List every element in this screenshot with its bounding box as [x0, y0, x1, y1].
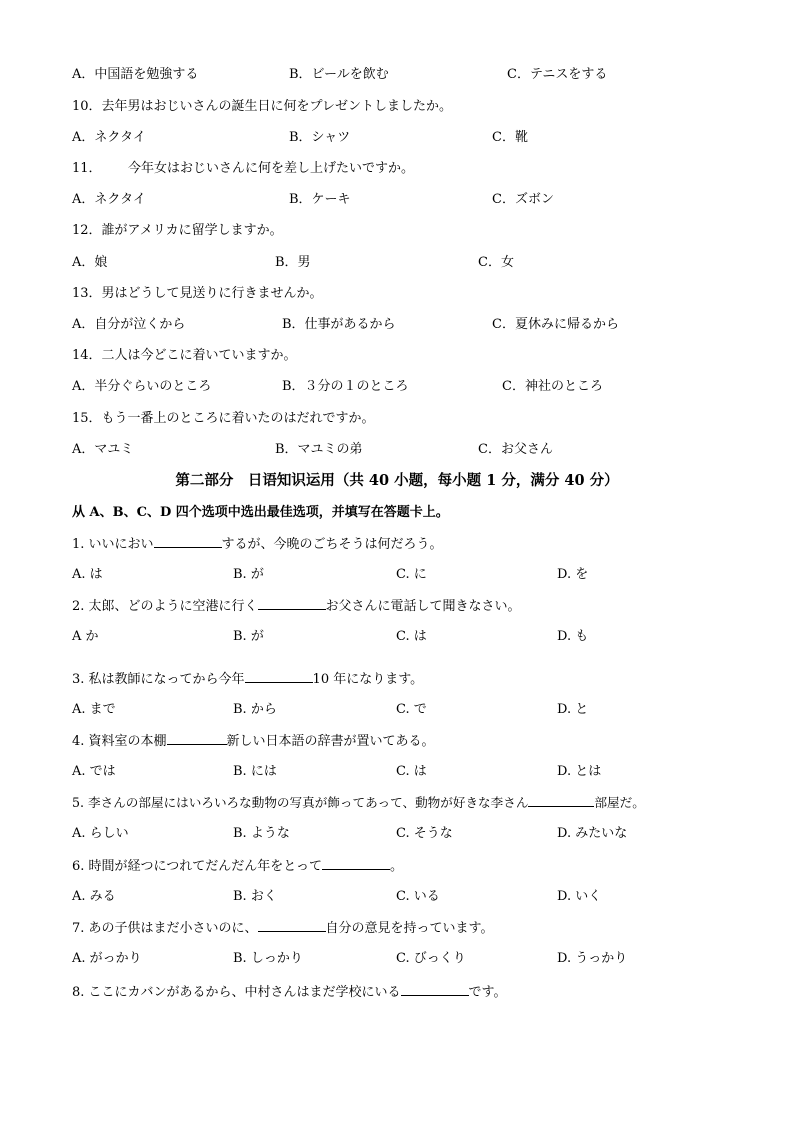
section-title: 第二部分 日语知识运用（共 40 小题，每小题 1 分，满分 40 分） — [175, 472, 619, 489]
q12-text: 12．誰がアメリカに留学しますか。 — [72, 223, 283, 238]
q15-text: 15．もう一番上のところに着いたのはだれですか。 — [72, 411, 375, 426]
p2-q4-text-before: 4. 資料室の本棚 — [72, 734, 167, 749]
q14-text: 14．二人は今どこに着いていますか。 — [72, 348, 297, 363]
p2-q7-option-a: A. がっかり — [72, 951, 142, 966]
q11-options — [0, 190, 794, 210]
p2-q4-text-after: 新しい日本語の辞書が置いてある。 — [226, 734, 435, 749]
p2-q6-options — [0, 887, 794, 907]
q13-option-c: C．夏休みに帰るから — [492, 317, 619, 332]
q11-option-c: C．ズボン — [492, 192, 554, 207]
p2-q3-option-b: B. から — [233, 702, 277, 717]
p2-q3-text-after: 10 年になります。 — [312, 672, 424, 687]
p2-q7-text-after: 自分の意見を持っています。 — [325, 921, 494, 936]
p2-q5-text-after: 部屋だ。 — [594, 795, 645, 810]
answer-blank — [154, 534, 222, 548]
answer-blank — [258, 596, 326, 610]
q10-option-c: C．靴 — [492, 130, 528, 145]
p2-q6-option-d: D. いく — [557, 889, 602, 904]
answer-blank — [245, 669, 313, 683]
q15-option-b: B．マユミの弟 — [275, 442, 363, 457]
q14-option-a: A．半分ぐらいのところ — [72, 379, 212, 394]
p2-q2-question — [0, 596, 794, 616]
p2-q1-question — [0, 534, 794, 554]
q10-option-b: B．シャツ — [289, 130, 351, 145]
p2-q5-options — [0, 824, 794, 844]
q13-option-a: A．自分が泣くから — [72, 317, 186, 332]
p2-q6-option-a: A. みる — [72, 889, 116, 904]
q15-option-c: C．お父さん — [478, 442, 553, 457]
q13-options — [0, 315, 794, 335]
p2-q5-text-before: 5. 李さんの部屋にはいろいろな動物の写真が飾ってあって、動物が好きな李さん — [72, 795, 529, 810]
p2-q5-option-a: A. らしい — [72, 826, 129, 841]
p2-q4-option-b: B. には — [233, 764, 277, 779]
q11-text: 今年女はおじいさんに何を差し上げたいですか。 — [128, 161, 415, 176]
q15-options — [0, 440, 794, 460]
p2-q2-text-before: 2. 太郎、どのように空港に行く — [72, 599, 258, 614]
q10-question — [0, 97, 794, 117]
p2-q1-text-after: するが、今晩のごちそうは何だろう。 — [221, 537, 443, 552]
q10-text: 10．去年男はおじいさんの誕生日に何をプレゼントしましたか。 — [72, 99, 453, 114]
p2-q1-option-b: B. が — [233, 567, 264, 582]
q9-option-c: C．テニスをする — [507, 67, 608, 82]
q14-option-c: C．神社のところ — [502, 379, 603, 394]
section-instruction: 从 A、B、C、D 四个选项中选出最佳选项，并填写在答题卡上。 — [72, 505, 449, 520]
p2-q7-question — [0, 918, 794, 938]
p2-q3-question — [0, 669, 794, 689]
p2-q6-option-b: B. おく — [233, 889, 277, 904]
answer-blank — [401, 982, 469, 996]
q14-question — [0, 346, 794, 366]
p2-q7-option-c: C. びっくり — [396, 951, 466, 966]
q14-option-b: B．３分の１のところ — [282, 379, 409, 394]
p2-q3-option-c: C. で — [396, 702, 427, 717]
p2-q6-text-before: 6. 時間が経つにつれてだんだん年をとって — [72, 859, 323, 874]
p2-q8-question — [0, 982, 794, 1002]
q13-text: 13．男はどうして見送りに行きませんか。 — [72, 286, 323, 301]
p2-q5-option-c: C. そうな — [396, 826, 453, 841]
q15-question — [0, 409, 794, 429]
p2-q2-text-after: お父さんに電話して聞きなさい。 — [325, 599, 521, 614]
q9-option-a: A．中国語を勉強する — [72, 67, 199, 82]
p2-q2-option-a: A か — [72, 629, 99, 644]
q11-option-b: B．ケーキ — [289, 192, 351, 207]
p2-q6-option-c: C. いる — [396, 889, 440, 904]
q14-options — [0, 377, 794, 397]
p2-q3-option-d: D. と — [557, 702, 589, 717]
q13-option-b: B．仕事があるから — [282, 317, 396, 332]
p2-q6-text-after: 。 — [390, 859, 404, 874]
p2-q4-question — [0, 731, 794, 751]
answer-blank — [258, 918, 326, 932]
p2-q1-option-c: C. に — [396, 567, 427, 582]
p2-q7-text-before: 7. あの子供はまだ小さいのに、 — [72, 921, 258, 936]
p2-q2-option-d: D. も — [557, 629, 589, 644]
q9-option-b: B．ビールを飲む — [289, 67, 389, 82]
answer-blank — [322, 856, 390, 870]
p2-q1-options — [0, 565, 794, 585]
p2-q2-option-c: C. は — [396, 629, 427, 644]
answer-blank — [167, 731, 227, 745]
p2-q2-option-b: B. が — [233, 629, 264, 644]
p2-q1-option-a: A. は — [72, 567, 103, 582]
p2-q4-option-a: A. では — [72, 764, 116, 779]
p2-q3-options — [0, 700, 794, 720]
q12-option-c: C．女 — [478, 255, 514, 270]
q11-option-a: A．ネクタイ — [72, 192, 146, 207]
q10-option-a: A．ネクタイ — [72, 130, 146, 145]
q15-option-a: A．マユミ — [72, 442, 134, 457]
p2-q8-text-before: 8. ここにカバンがあるから、中村さんはまだ学校にいる — [72, 985, 401, 1000]
p2-q8-text-after: です。 — [468, 985, 507, 1000]
p2-q4-option-c: C. は — [396, 764, 427, 779]
q11-number: 11． — [72, 161, 102, 176]
p2-q3-option-a: A. まで — [72, 702, 116, 717]
p2-q5-option-d: D. みたいな — [557, 826, 628, 841]
q12-option-a: A．娘 — [72, 255, 108, 270]
q12-option-b: B．男 — [275, 255, 311, 270]
p2-q5-option-b: B. ような — [233, 826, 290, 841]
q11-question — [0, 159, 794, 179]
p2-q7-options — [0, 949, 794, 969]
p2-q7-option-b: B. しっかり — [233, 951, 303, 966]
p2-q1-text-before: 1. いいにおい — [72, 537, 154, 552]
p2-q5-question — [0, 793, 794, 813]
p2-q3-text-before: 3. 私は教師になってから今年 — [72, 672, 245, 687]
q9-options — [0, 65, 794, 85]
p2-q1-option-d: D. を — [557, 567, 589, 582]
p2-q7-option-d: D. うっかり — [557, 951, 628, 966]
answer-blank — [528, 793, 594, 807]
p2-q6-question — [0, 856, 794, 876]
p2-q2-options — [0, 627, 794, 647]
q10-options — [0, 128, 794, 148]
q13-question — [0, 284, 794, 304]
p2-q4-options — [0, 762, 794, 782]
p2-q4-option-d: D. とは — [557, 764, 602, 779]
q12-options — [0, 253, 794, 273]
q12-question — [0, 221, 794, 241]
